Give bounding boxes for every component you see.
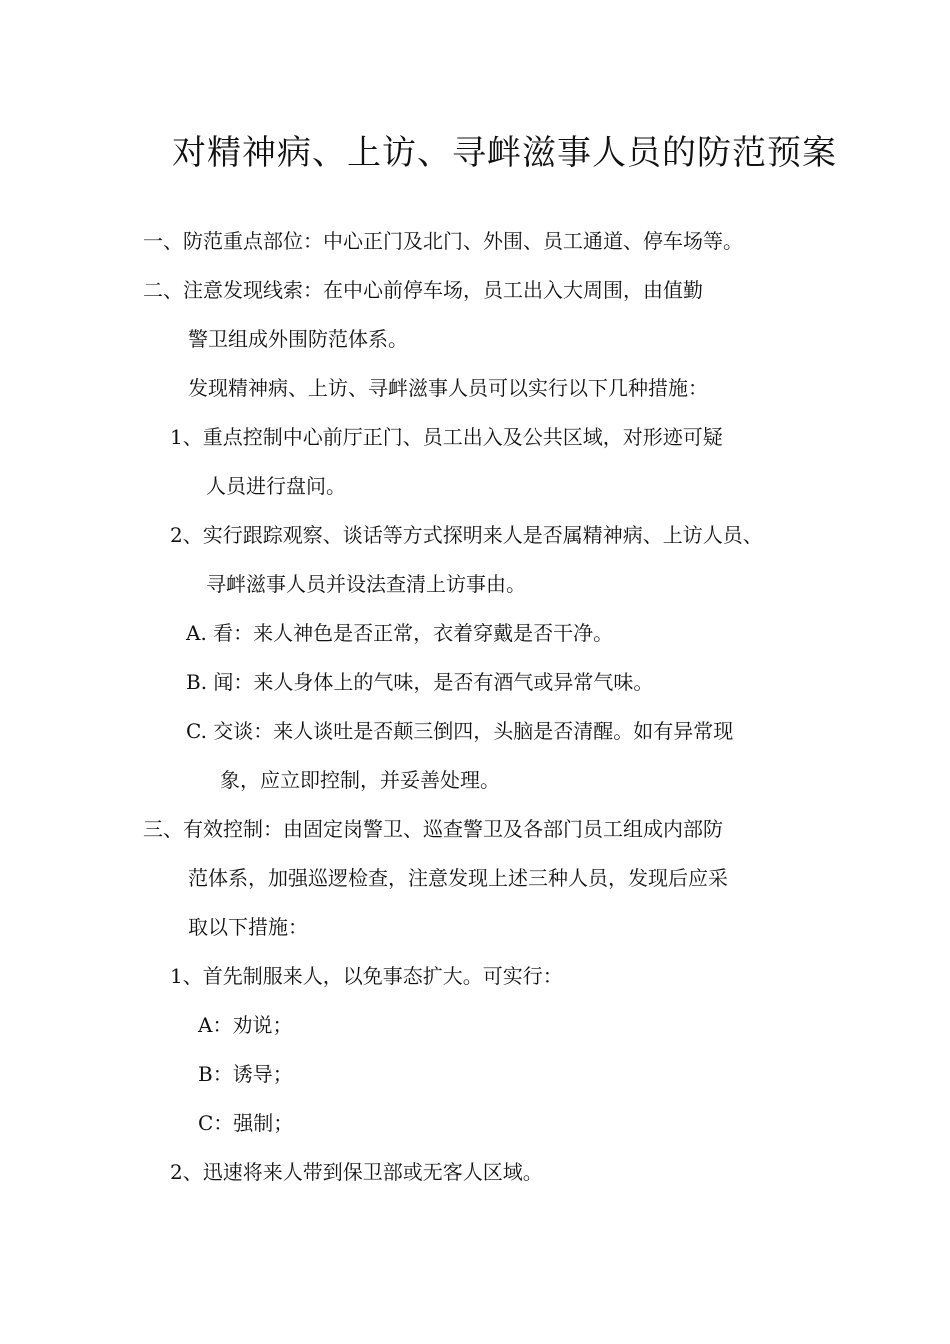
measure-1: 1、重点控制中心前厅正门、员工出入及公共区域，对形迹可疑 — [170, 425, 723, 449]
section-three-continuation-1: 范体系，加强巡逻检查，注意发现上述三种人员，发现后应采 — [188, 866, 728, 890]
document-title: 对精神病、上访、寻衅滋事人员的防范预案 — [172, 133, 837, 173]
control-measure-1-option-b: B：诱导； — [198, 1062, 293, 1086]
section-three-control: 三、有效控制：由固定岗警卫、巡查警卫及各部门员工组成内部防 — [143, 817, 723, 841]
section-one-key-areas: 一、防范重点部位：中心正门及北门、外围、员工通道、停车场等。 — [143, 229, 743, 253]
control-measure-1: 1、首先制服来人，以免事态扩大。可实行： — [170, 964, 563, 988]
section-three-continuation-2: 取以下措施： — [188, 915, 308, 939]
measure-2: 2、实行跟踪观察、谈话等方式探明来人是否属精神病、上访人员、 — [170, 523, 763, 547]
section-two-clues: 二、注意发现线索：在中心前停车场，员工出入大周围，由值勤 — [143, 278, 703, 302]
measure-2-item-c-continuation: 象，应立即控制，并妥善处理。 — [220, 768, 500, 792]
measure-1-continuation: 人员进行盘问。 — [206, 474, 346, 498]
measures-intro: 发现精神病、上访、寻衅滋事人员可以实行以下几种措施： — [188, 376, 708, 400]
control-measure-2: 2、迅速将来人带到保卫部或无客人区域。 — [170, 1160, 543, 1184]
measure-2-item-a: A. 看：来人神色是否正常，衣着穿戴是否干净。 — [186, 621, 614, 645]
control-measure-1-option-a: A：劝说； — [198, 1013, 293, 1037]
measure-2-continuation: 寻衅滋事人员并设法查清上访事由。 — [206, 572, 526, 596]
control-measure-1-option-c: C：强制； — [198, 1111, 294, 1135]
section-two-continuation: 警卫组成外围防范体系。 — [188, 327, 408, 351]
measure-2-item-c: C. 交谈：来人谈吐是否颠三倒四，头脑是否清醒。如有异常现 — [186, 719, 734, 743]
measure-2-item-b: B. 闻：来人身体上的气味，是否有酒气或异常气味。 — [186, 670, 654, 694]
